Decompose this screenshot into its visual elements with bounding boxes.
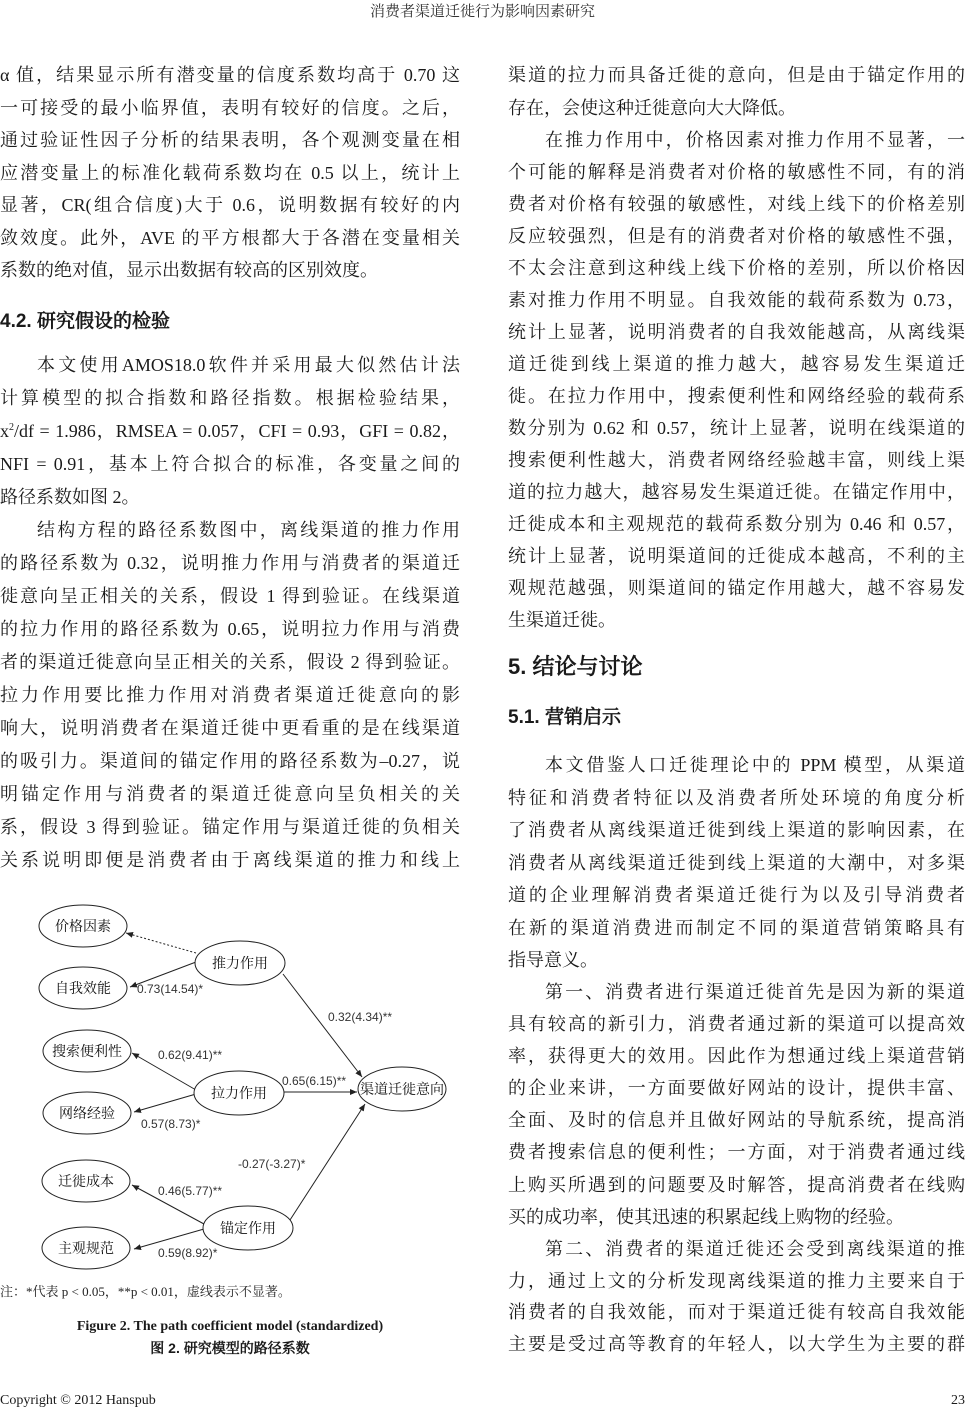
- copyright: Copyright © 2012 Hanspub: [0, 1393, 156, 1408]
- text-line: 统计上显著，说明消费者的自我效能越高，从离线渠: [508, 322, 965, 342]
- text-line: 不太会注意到这种线上线下价格的差别，所以价格因: [508, 258, 965, 278]
- node-label: 搜索便利性: [52, 1043, 122, 1059]
- text-line: 在推力作用中，价格因素对推力作用不显著，一: [545, 130, 965, 150]
- text-line: $x^2/df = 1.986$，RMSEA = 0.057，CFI = 0.93，GFI = 0.82，: [0, 421, 460, 441]
- text-line: 费者搜索信息的便利性；一方面，对于消费者通过线: [508, 1142, 965, 1163]
- text-line: 消费者的自我效能，而对于渠道迁徙有较高自我效能: [508, 1302, 965, 1323]
- text-line: 费者对价格有较强的敏感性，对线上线下的价格差别: [508, 194, 965, 214]
- text-line: 本文使用AMOS18.0软件并采用最大似然估计法: [37, 355, 460, 375]
- text-line: NFI = 0.91，基本上符合拟合的标准，各变量之间的: [0, 454, 460, 474]
- text-line: 统计上显著，说明渠道间的迁徙成本越高，不利的主: [508, 546, 965, 566]
- text-line: 在新的渠道消费进而制定不同的渠道营销策略具有: [508, 917, 965, 938]
- paragraph: [0, 59, 460, 287]
- text-line: 渠道的拉力而具备迁徙的意向，但是由于锚定作用的: [508, 65, 965, 85]
- text-line: 的企业来讲，一方面要做好网站的设计，提供丰富、: [508, 1078, 965, 1099]
- text-line: 搜索便利性越大，消费者网络经验越丰富，则线上渠: [508, 450, 965, 470]
- text-line: 本文借鉴人口迁徙理论中的 PPM 模型，从渠道: [545, 755, 965, 775]
- node-label: 网络经验: [59, 1105, 115, 1121]
- text-line: 数分别为 0.62 和 0.57，统计上显著，说明在线渠道的: [508, 418, 965, 438]
- text-line: 全面、及时的信息并且做好网站的导航系统，提高消: [508, 1110, 965, 1131]
- text-line: 第二、消费者的渠道迁徙还会受到离线渠道的推: [545, 1239, 965, 1259]
- text-line: 道的企业理解消费者渠道迁徙行为以及引导消费者: [508, 885, 965, 905]
- coef-pull-intent: 0.65(6.15)**: [282, 1074, 347, 1088]
- edge-push-intent: [283, 974, 362, 1077]
- text-line: 的拉力作用的路径系数为 0.65，说明拉力作用与消费: [0, 619, 460, 639]
- text-line: 系数的绝对值，显示出数据有较高的区别效度。: [0, 260, 378, 280]
- node-label: 拉力作用: [211, 1085, 267, 1101]
- node-label: 主观规范: [58, 1240, 114, 1256]
- text-line: 的吸引力。渠道间的锚定作用的路径系数为–0.27，说: [0, 751, 460, 771]
- coef-mooring-intent: -0.27(-3.27)*: [238, 1157, 306, 1171]
- figure-note: 注：*代表 p < 0.05，**p < 0.01，虚线表示不显著。: [0, 1284, 291, 1299]
- section-heading-5-1: 5.1. 营销启示: [508, 707, 621, 728]
- path-coefficient-diagram: [0, 890, 470, 1285]
- node-label: 锚定作用: [220, 1220, 276, 1236]
- text-line: 反应较强烈，但是有的消费者对价格的敏感性不强，: [508, 226, 965, 246]
- text-line: 存在，会使这种迁徙意向大大降低。: [508, 97, 796, 118]
- text-line: 了消费者从离线渠道迁徙到线上渠道的影响因素，在: [508, 820, 965, 840]
- section-heading-5: 5. 结论与讨论: [508, 654, 643, 679]
- node-label: 渠道迁徙意向: [360, 1081, 444, 1097]
- text-line: 计算模型的拟合指数和路径指数。根据检验结果，: [0, 388, 460, 408]
- paragraph: [508, 1234, 965, 1361]
- paragraph: [0, 349, 460, 514]
- text-line: 迁徙成本和主观规范的载荷系数分别为 0.46 和 0.57，: [508, 514, 965, 534]
- text-line: 的路径系数为 0.32，说明推力作用与消费者的渠道迁: [0, 553, 460, 573]
- text-line: 上购买所遇到的问题要及时解答，提高消费者在线购: [508, 1174, 965, 1195]
- paragraph: [0, 514, 460, 877]
- text-line: 指导意义。: [508, 950, 598, 970]
- text-line: 敛效度。此外，AVE 的平方根都大于各潜在变量相关: [0, 227, 460, 248]
- text-line: 买的成功率，使其迅速的积累起线上购物的经验。: [508, 1206, 904, 1227]
- text-line: 特征和消费者特征以及消费者所处环境的角度分析: [508, 787, 965, 808]
- text-line: 者的渠道迁徙意向呈正相关的关系，假设 2 得到验证。: [0, 652, 460, 672]
- figure-caption-zh: 图 2. 研究模型的路径系数: [150, 1340, 310, 1356]
- text-line: 系，假设 3 得到验证。锚定作用与渠道迁徙的负相关: [0, 817, 460, 837]
- coef-cost: 0.46(5.77)**: [158, 1184, 223, 1198]
- figure-caption-en: Figure 2. The path coefficient model (standardized): [76, 1319, 384, 1334]
- edge-push-price: [126, 933, 196, 953]
- coef-norm: 0.59(8.92)*: [158, 1246, 218, 1260]
- paragraph: [508, 976, 965, 1233]
- running-header: 消费者渠道迁徙行为影响因素研究: [369, 4, 595, 20]
- coef-self-efficacy: 0.73(14.54)*: [137, 982, 204, 996]
- text-line: 第一、消费者进行渠道迁徙首先是因为新的渠道: [545, 982, 965, 1002]
- text-line: 消费者从离线渠道迁徙到线上渠道的大潮中，对多渠: [508, 852, 965, 873]
- coef-net-exp: 0.57(8.73)*: [141, 1117, 201, 1131]
- text-line: 关系说明即便是消费者由于离线渠道的推力和线上: [0, 850, 460, 870]
- text-line: 素对推力作用不明显。自我效能的载荷系数为 0.73，: [508, 290, 965, 310]
- paragraph: [508, 749, 965, 977]
- text-line: 道迁徙到线上渠道的推力越大，越容易发生渠道迁: [508, 354, 965, 374]
- node-label: 推力作用: [212, 955, 268, 971]
- coef-push-intent: 0.32(4.34)**: [328, 1010, 393, 1024]
- text-line: 应潜变量上的标准化载荷系数均在 0.5 以上，统计上: [0, 162, 460, 183]
- node-label: 自我效能: [55, 980, 111, 996]
- text-line: 拉力作用要比推力作用对消费者渠道迁徙意向的影: [0, 685, 460, 705]
- text-line: 通过验证性因子分析的结果表明，各个观测变量在相: [0, 130, 460, 150]
- edge-pull-net-exp: [134, 1094, 196, 1112]
- text-line: 明锚定作用与消费者的渠道迁徙意向呈负相关的关: [0, 784, 460, 804]
- text-line: 主要是受过高等教育的年轻人，以大学生为主要的群: [508, 1334, 965, 1355]
- text-line: 显著，CR(组合信度)大于 0.6，说明数据有较好的内: [0, 195, 460, 215]
- text-line: 结构方程的路径系数图中，离线渠道的推力作用: [37, 520, 460, 540]
- text-line: 响大，说明消费者在渠道迁徙中更看重的是在线渠道: [0, 718, 460, 738]
- text-line: 道的拉力越大，越容易发生渠道迁徙。在锚定作用中，: [508, 482, 965, 502]
- text-line: 徙意向呈正相关的关系，假设 1 得到验证。在线渠道: [0, 586, 460, 606]
- text-line: 个可能的解释是消费者对价格的敏感性不同，有的消: [508, 162, 965, 182]
- text-line: 生渠道迁徙。: [508, 610, 616, 630]
- node-label: 价格因素: [55, 918, 111, 934]
- section-heading-4-2: 4.2. 研究假设的检验: [0, 311, 170, 332]
- paragraph: [508, 59, 965, 124]
- text-line: 率，获得更大的效用。因此作为想通过线上渠道营销: [508, 1046, 965, 1067]
- paragraph: [508, 124, 965, 636]
- text-line: 观规范越强，则渠道间的锚定作用越大，越不容易发: [508, 578, 965, 598]
- text-line: 一可接受的最小临界值，表明有较好的信度。之后，: [0, 97, 460, 118]
- page-number: 23: [951, 1393, 965, 1408]
- text-line: 具有较高的新引力，消费者通过新的渠道可以提高效: [508, 1014, 965, 1035]
- text-line: 路径系数如图 2。: [0, 487, 140, 507]
- text-line: α 值，结果显示所有潜变量的信度系数均高于 0.70 这: [0, 65, 460, 85]
- node-label: 迁徙成本: [58, 1173, 114, 1189]
- text-line: 力，通过上文的分析发现离线渠道的推力主要来自于: [508, 1270, 965, 1291]
- coef-search: 0.62(9.41)**: [158, 1048, 223, 1062]
- text-line: 徙。在拉力作用中，搜索便利性和网络经验的载荷系: [508, 386, 965, 406]
